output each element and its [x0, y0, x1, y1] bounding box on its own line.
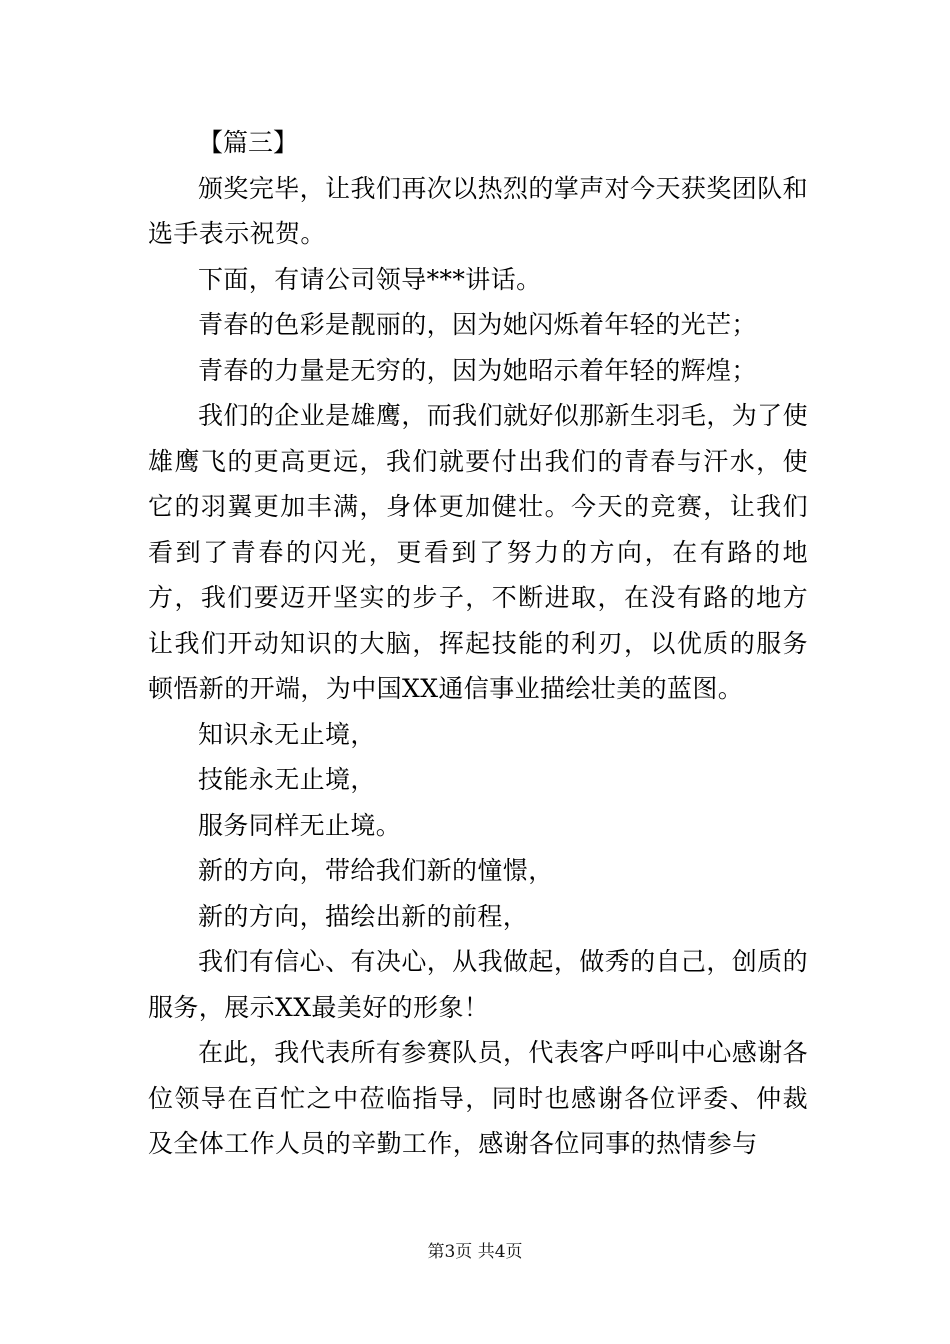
paragraph-youth-color: 青春的色彩是靓丽的，因为她闪烁着年轻的光芒； — [198, 310, 757, 339]
paragraph-thanks: 在此，我代表所有参赛队员，代表客户呼叫中心感谢各位领导在百忙之中莅临指导，同时也感谢各位评委、仲裁及全体工作人员的辛勤工作，感谢各位同事的热情参与 — [148, 1038, 808, 1158]
section-heading: 【篇三】 — [198, 128, 299, 157]
paragraph-skills: 技能永无止境， — [198, 765, 376, 794]
paragraph-confidence: 我们有信心、有决心，从我做起，做秀的自己，创质的服务，展示XX最美好的形象！ — [148, 947, 808, 1022]
paragraph-youth-power: 青春的力量是无穷的，因为她昭示着年轻的辉煌； — [198, 355, 757, 385]
document-body — [148, 120, 808, 1167]
paragraph-new-direction-future: 新的方向，描绘出新的前程， — [198, 901, 529, 931]
paragraph-award-congrats: 颁奖完毕，让我们再次以热烈的掌声对今天获奖团队和选手表示祝贺。 — [148, 173, 808, 248]
paragraph-invite-leader: 下面，有请公司领导***讲话。 — [198, 264, 542, 294]
paragraph-service: 服务同样无止境。 — [198, 810, 402, 840]
paragraph-enterprise-eagle: 我们的企业是雄鹰，而我们就好似那新生羽毛，为了使雄鹰飞的更高更远，我们就要付出我们的青春与汗水，使它的羽翼更加丰满，身体更加健壮。今天的竞赛，让我们看到了青春的闪光，更看到了努力的方向，在有路的地方，我们要迈开坚实的步子，不断进取，在没有路的地方让我们开动知识的大脑，挥起技能的利刃，以优质的服务顿悟新的开端，为中国XX通信事业描绘壮美的蓝图。 — [148, 401, 808, 703]
paragraph-new-direction-hope: 新的方向，带给我们新的憧憬， — [198, 856, 554, 885]
paragraph-knowledge: 知识永无止境， — [198, 719, 376, 749]
page-number-footer: 第3页 共4页 — [427, 1242, 523, 1262]
